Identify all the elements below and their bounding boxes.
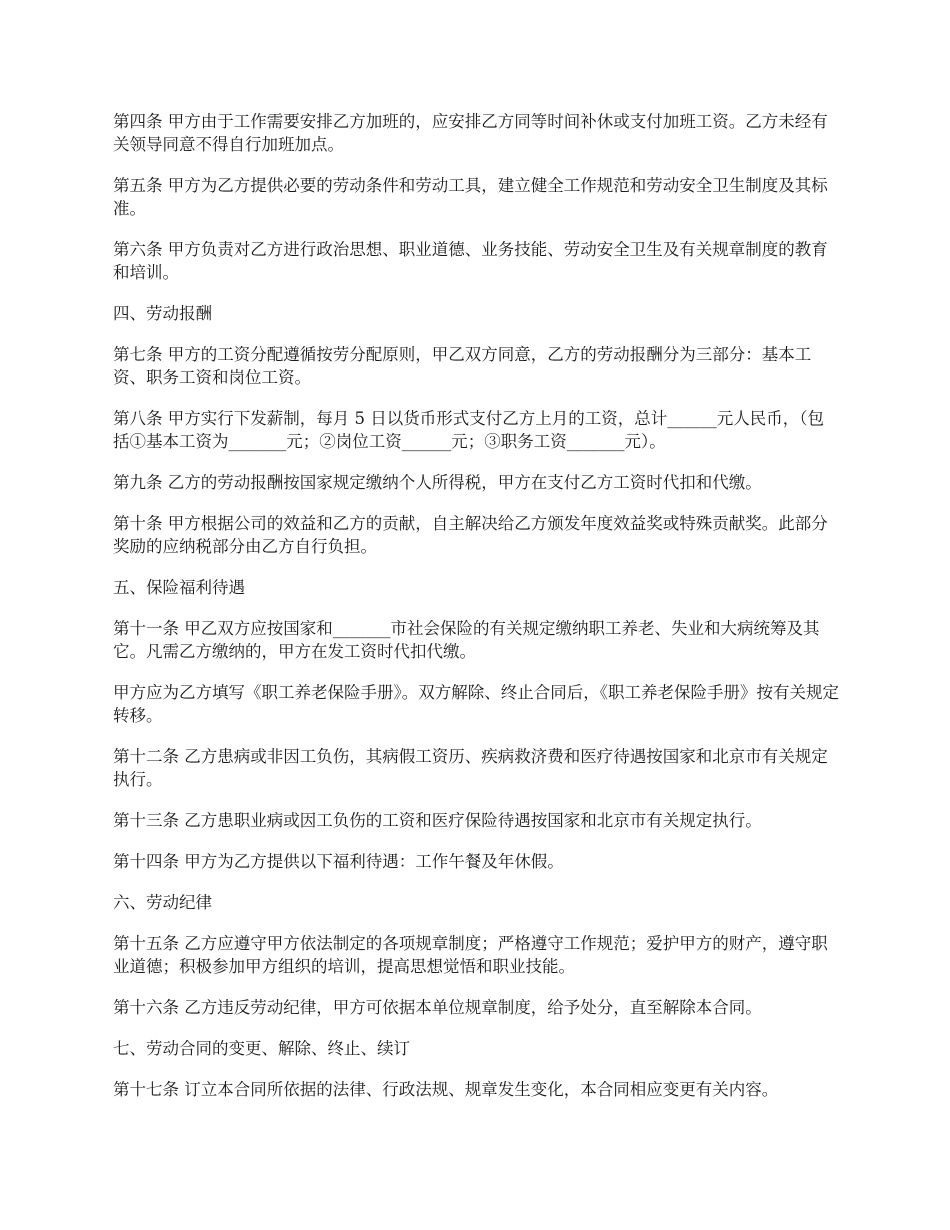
section-heading-contract-changes: 七、劳动合同的变更、解除、终止、续订 <box>113 1039 410 1058</box>
clause-15: 第十五条 乙方应遵守甲方依法制定的各项规章制度；严格遵守工作规范；爱护甲方的财产，遵守职业道德；积极参加甲方组织的培训，提高思想觉悟和职业技能。 <box>113 934 828 976</box>
clause-14: 第十四条 甲方为乙方提供以下福利待遇：工作午餐及年休假。 <box>113 852 564 871</box>
clause-7: 第七条 甲方的工资分配遵循按劳分配原则，甲乙双方同意，乙方的劳动报酬分为三部分：基本工资、职务工资和岗位工资。 <box>113 345 812 387</box>
clause-4: 第四条 甲方由于工作需要安排乙方加班的，应安排乙方同等时间补休或支付加班工资。乙方未经有关领导同意不得自行加班加点。 <box>113 112 828 154</box>
clause-13: 第十三条 乙方患职业病或因工负伤的工资和医疗保险待遇按国家和北京市有关规定执行。 <box>113 811 762 830</box>
clause-5: 第五条 甲方为乙方提供必要的劳动条件和劳动工具，建立健全工作规范和劳动安全卫生制度及其标准。 <box>113 176 828 218</box>
clause-12: 第十二条 乙方患病或非因工负伤，其病假工资历、疾病救济费和医疗待遇按国家和北京市有关规定执行。 <box>113 747 828 789</box>
clause-6: 第六条 甲方负责对乙方进行政治思想、职业道德、业务技能、劳动安全卫生及有关规章制度的教育和培训。 <box>113 240 828 282</box>
clause-8: 第八条 甲方实行下发薪制，每月 5 日以货币形式支付乙方上月的工资，总计______元人民币，（包括①基本工资为_______元；②岗位工资______元；③职务工资_______元）。 <box>113 409 824 451</box>
section-heading-discipline: 六、劳动纪律 <box>113 893 212 912</box>
document-body <box>113 110 839 1119</box>
clause-11-continued: 甲方应为乙方填写《职工养老保险手册》。双方解除、终止合同后，《职工养老保险手册》按有关规定转移。 <box>113 683 839 725</box>
section-heading-insurance: 五、保险福利待遇 <box>113 578 245 597</box>
clause-17: 第十七条 订立本合同所依据的法律、行政法规、规章发生变化，本合同相应变更有关内容。 <box>113 1080 779 1099</box>
clause-10: 第十条 甲方根据公司的效益和乙方的贡献，自主解决给乙方颁发年度效益奖或特殊贡献奖。此部分奖励的应纳税部分由乙方自行负担。 <box>113 514 828 556</box>
section-heading-remuneration: 四、劳动报酬 <box>113 304 212 323</box>
clause-16: 第十六条 乙方违反劳动纪律，甲方可依据本单位规章制度，给予处分，直至解除本合同。 <box>113 998 762 1017</box>
clause-11: 第十一条 甲乙双方应按国家和_______市社会保险的有关规定缴纳职工养老、失业和大病统筹及其它。凡需乙方缴纳的，甲方在发工资时代扣代缴。 <box>113 619 820 661</box>
clause-9: 第九条 乙方的劳动报酬按国家规定缴纳个人所得税，甲方在支付乙方工资时代扣和代缴。 <box>113 473 762 492</box>
